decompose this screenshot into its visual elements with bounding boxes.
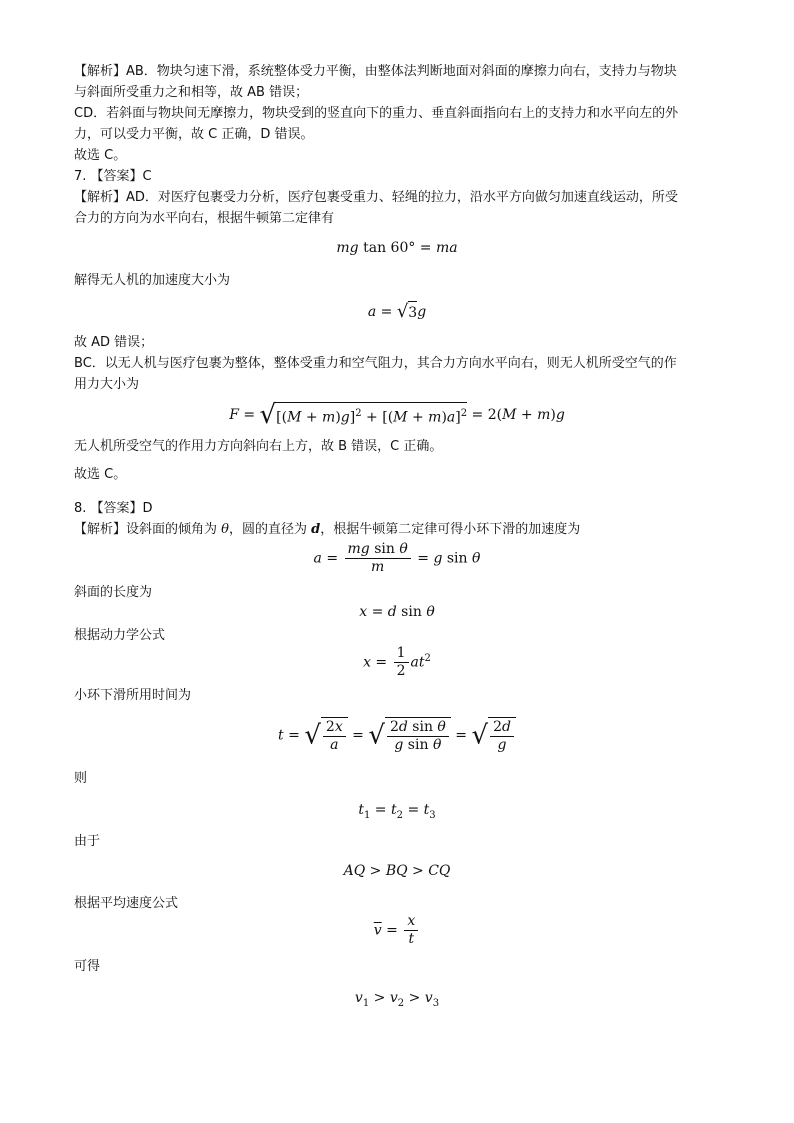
q8-equation-4: t = √ $\frac{2x}{a}$ = √ $\frac{\text{2d sin θ}}{\text{g sin θ}}$ = √ $\frac{2d}{g}$ [0,717,794,754]
q7-analysis-line-1: 【解析】AD．对医疗包裹受力分析，医疗包裹受重力、轻绳的拉力，沿水平方向做匀加速直线运动，所受 [74,190,678,205]
q8-analysis-line-2: 斜面的长度为 [74,585,153,600]
q6-analysis-line-4: 力，可以受力平衡，故 C 正确，D 错误。 [74,127,314,142]
q7-conclusion: 故选 C。 [74,467,127,482]
q8-equation-6: AQ > BQ > CQ [343,863,451,879]
q6-analysis-line-3: CD．若斜面与物块间无摩擦力，物块受到的竖直向下的重力、垂直斜面指向右上的支持力和水平向左的外 [74,106,679,121]
q7-analysis-line-5: BC．以无人机与医疗包裹为整体，整体受重力和空气阻力，其合力方向水平向右，则无人机所受空气的作 [74,356,677,371]
q8-answer: 8. 【答案】D [74,501,153,516]
q8-analysis-line-5: 则 [74,771,88,786]
q8-analysis-line-6: 由于 [74,834,101,849]
q6-conclusion: 故选 C。 [74,148,127,163]
q7-equation-1: mg tan 60° = ma [336,240,458,256]
q7-analysis-line-7: 无人机所受空气的作用力方向斜向右上方，故 B 错误，C 正确。 [74,439,443,454]
q8-analysis-line-8: 可得 [74,959,101,974]
q8-equation-1: a = $\frac{\text{mg sin θ}}{m}$ = g sin θ [313,541,481,575]
q6-analysis-line-2: 与斜面所受重力之和相等，故 AB 错误； [74,85,309,100]
q8-analysis-line-4: 小环下滑所用时间为 [74,688,192,703]
q8-analysis-line-3: 根据动力学公式 [74,628,166,643]
q8-analysis-line-7: 根据平均速度公式 [74,896,179,911]
q8-analysis-line-1: 【解析】设斜面的倾角为 θ，圆的直径为 d，根据牛顿第二定律可得小环下滑的加速度为 [74,522,581,537]
q7-analysis-line-2: 合力的方向为水平向右，根据牛顿第二定律有 [74,211,335,226]
q7-equation-3: $F = √[(M + m)g]^2 + [(M + m)a]^2 = 2(M + m)g$ [229,400,565,430]
q8-equation-7: $\overline{v}$ = $\frac{x}{t}$ [0,913,794,948]
q8-equation-5: $t_1 = t_2 = t_3$ [358,802,436,821]
q8-equation-3: x = $\frac{1}{2}$ $at^2$ [363,645,431,679]
q7-analysis-line-4: 故 AD 错误； [74,335,154,350]
q7-analysis-line-3: 解得无人机的加速度大小为 [74,273,231,288]
q7-equation-2: a = √3g [367,301,427,322]
q8-equation-2: x = d sin θ [359,604,435,620]
q7-analysis-line-6: 用力大小为 [74,377,140,392]
q8-equation-8: $v_1 > v_2 > v_3$ [354,990,440,1009]
q7-answer: 7. 【答案】C [74,169,152,184]
q6-analysis-line-1: 【解析】AB．物块匀速下滑，系统整体受力平衡，由整体法判断地面对斜面的摩擦力向右，支持力与物块 [74,64,677,79]
